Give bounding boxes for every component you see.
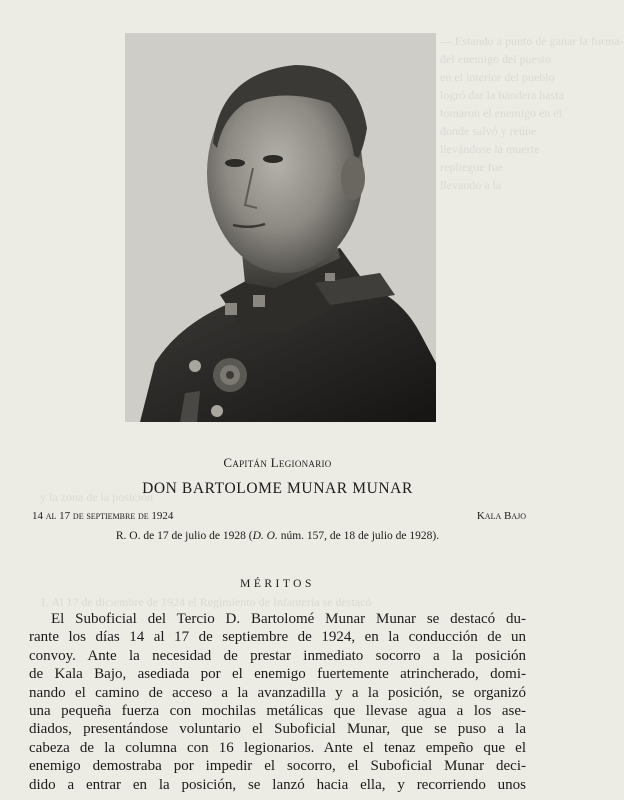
body-line: dido a entrar en la posición, se lanzó hacia ella, y recorriendo unos [29,776,526,793]
bleed-through-text: donde salvó y reúne [440,124,537,138]
body-line: una pequeña fuerza con mochilas metálicas que llevase agua a los ase- [29,703,526,720]
person-name: DON BARTOLOME MUNAR MUNAR [142,480,413,497]
bleed-through-text: llevándose la muerte [440,142,540,156]
body-line: cabeza de la columna con 16 legionarios. Ante el tenaz empeño que el [29,739,526,756]
body-line: diados, presentándose voluntario el Suboficial Munar, que se puso a la [29,721,526,738]
bleed-through-text: repliegue fue [440,160,503,174]
royal-order-reference [0,530,555,542]
body-line: El Suboficial del Tercio D. Bartolomé Munar Munar se destacó du- [51,611,526,627]
do-reference: D. O. [252,530,278,542]
bleed-through-text: llevando a la [440,178,502,192]
bleed-through-text: y la zona de la posición [40,490,153,504]
merits-body [29,610,526,794]
bleed-through-text: logró dar la bandera hasta [440,88,564,102]
event-date: 14 al 17 de septiembre de 1924 [32,510,174,522]
body-line: nando el camino de acceso a la avanzadilla y a la posición, se organizó [29,684,526,701]
body-line: de Kala Bajo, asediada por el enemigo fuertemente atrincherado, domi- [29,666,526,683]
portrait-photo [125,33,436,422]
ro-prefix: R. O. de 17 de julio de 1928 ( [115,530,253,542]
body-line: rante los días 14 al 17 de septiembre de 1924, en la conducción de un [29,629,526,646]
bleed-through-text: 1. Al 17 de diciembre de 1924 el Regimiento de Infantería se destacó [40,595,372,609]
body-line: enemigo demostraba por impedir el socorro, el Suboficial Munar deci- [29,758,526,775]
ro-suffix: núm. 157, de 18 de julio de 1928). [277,530,440,542]
bleed-through-text: del enemigo del puesto [440,52,551,66]
bleed-through-text: en el interior del pueblo [440,70,555,84]
body-line: convoy. Ante la necesidad de prestar inmediato socorro a la posición [29,647,526,664]
event-place: Kala Bajo [476,510,526,522]
rank-heading: Capitán Legionario [223,455,332,470]
section-title: MÉRITOS [240,578,315,590]
bleed-through-text: — Estando a punto de ganar la forma- [440,34,624,48]
bleed-through-text: tomaron el enemigo en el [440,106,562,120]
